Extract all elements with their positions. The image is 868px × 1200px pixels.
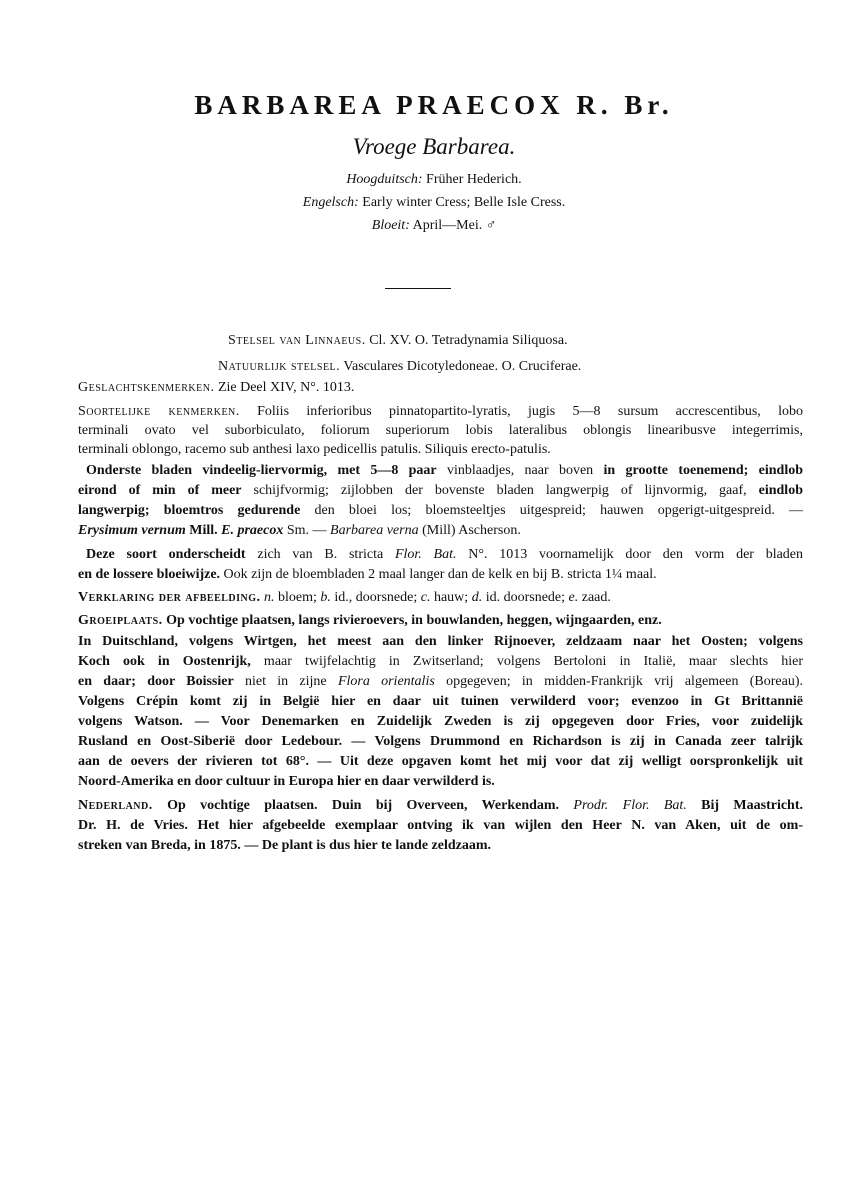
text-line: Noord-Amerika en door cultuur in Europa hier en daar verwilderd is. (78, 774, 495, 789)
figure-desc: bloem; (274, 590, 317, 605)
text-line (78, 566, 657, 584)
text-line (78, 653, 803, 671)
page-title: BARBAREA PRAECOX R. Br. (194, 90, 674, 120)
text-normal: maar twijfelachtig in Zwitserland; volgens Bertoloni in Italië, maar slechts hier (250, 654, 804, 669)
text-normal: den bloei los; bloemsteeltjes uitgespreid; hauwen opgerigt-uitgespreid. — (300, 503, 804, 518)
german-value: Früher Hederich. (426, 172, 522, 187)
figure-letter: n. (260, 590, 275, 605)
natural-system-line (218, 358, 581, 376)
habitat-key: Groeiplaats. (78, 613, 163, 628)
natural-system-key: Natuurlijk stelsel. (218, 359, 341, 374)
linnaeus-key: Stelsel van Linnaeus. (228, 333, 366, 348)
figure-desc: id. doorsnede; (482, 590, 566, 605)
text-line: In Duitschland, volgens Wirtgen, het meest aan den linker Rijnoever, zeldzaam naar het Oosten; volgens (78, 634, 803, 649)
text-italic: Prodr. Flor. Bat. (559, 798, 687, 813)
text-bold: en daar; door Boissier (78, 674, 234, 689)
text-bold: Bij Maastricht. (686, 798, 803, 813)
text-line (86, 462, 803, 480)
text-italic: Flor. Bat. (383, 547, 457, 562)
figure-desc: id., doorsnede; (330, 590, 418, 605)
text-normal: Ook zijn de bloembladen 2 maal langer dan de kelk en bij B. stricta 1¼ maal. (220, 567, 657, 582)
german-key: Hoogduitsch: (346, 172, 423, 187)
synonym-name: Erysimum vernum (78, 523, 186, 538)
species-characters-key: Soortelijke kenmerken. (78, 404, 240, 419)
text-line: streken van Breda, in 1875. — De plant is dus hier te lande zeldzaam. (78, 838, 492, 853)
synonym-author: Mill. (185, 523, 218, 538)
text-line (78, 673, 803, 691)
linnaeus-line (228, 332, 568, 350)
figure-letter: e. (565, 590, 579, 605)
genus-characters-key: Geslachtskenmerken. (78, 380, 215, 395)
text-bold: Op vochtige plaatsen. Duin bij Overveen, Werkendam. (152, 798, 560, 813)
text-bold: Onderste bladen vindeelig-liervormig, met 5—8 paar (86, 463, 437, 478)
figure-explanation-line (78, 589, 611, 607)
netherlands-key: Nederland. (78, 798, 153, 813)
synonyms-line (78, 522, 521, 540)
text-normal: vinblaadjes, naar boven (436, 463, 594, 478)
figure-letter: c. (417, 590, 431, 605)
netherlands-line (78, 797, 803, 815)
figure-letter: b. (316, 590, 331, 605)
text-line: Rusland en Oost-Siberië door Ledebour. — Volgens Drummond en Richardson is zij in Canada zeer talrijk (78, 734, 803, 749)
text-line: aan de oevers der rivieren tot 68°. — Uit deze opgaven komt het mij voor dat zij welligt oorspronkelijk uit (78, 754, 803, 769)
text-normal: N°. 1013 voornamelijk door den vorm der bladen (456, 547, 804, 562)
synonym-author: Sm. — (283, 523, 327, 538)
english-value: Early winter Cress; Belle Isle Cress. (362, 195, 566, 210)
text-normal: opgegeven; in midden-Frankrijk vrij algemeen (Boreau). (434, 674, 804, 689)
synonym-author: (Mill) Ascherson. (418, 523, 521, 538)
synonym-name: Barbarea verna (326, 523, 419, 538)
habitat-text: Op vochtige plaatsen, langs rivieroevers, in bouwlanden, heggen, wijngaarden, enz. (162, 613, 662, 628)
text-line: Dr. H. de Vries. Het hier afgebeelde exemplaar ontving ik van wijlen den Heer N. van Aken, uit de om- (78, 818, 803, 833)
text-bold: eirond of min of meer (78, 483, 242, 498)
figure-desc: hauw; (430, 590, 469, 605)
species-characters-text: Foliis inferioribus pinnatopartito-lyratis, jugis 5—8 sursum accrescentibus, lobo (239, 404, 803, 419)
synonym-name: E. praecox (217, 523, 284, 538)
text-bold: langwerpig; bloemtros gedurende (78, 503, 301, 518)
text-line: terminali oblongo, racemo sub anthesi laxo pedicellis patulis. Siliquis erecto-patulis. (78, 442, 551, 457)
page-subtitle: Vroege Barbarea. (352, 134, 516, 159)
genus-characters-line (78, 379, 354, 397)
natural-system-value: Vasculares Dicotyledoneae. O. Cruciferae. (340, 359, 582, 374)
text-line: terminali ovato vel suborbiculato, foliorum superiorum lobis lateralibus oblongis linearibusve integerrimis, (78, 423, 803, 438)
text-normal: schijfvormig; zijlobben der bovenste bladen langwerpig of lijnvormig, gaaf, (241, 483, 747, 498)
linnaeus-value: Cl. XV. O. Tetradynamia Siliquosa. (365, 333, 568, 348)
species-characters-line (78, 403, 803, 421)
text-bold: eindlob (746, 483, 803, 498)
bloom-line (0, 218, 868, 234)
bloom-value: April—Mei. ♂ (412, 218, 497, 233)
text-italic: Flora orientalis (326, 674, 435, 689)
text-line (86, 546, 803, 564)
text-line (78, 502, 803, 520)
habitat-line (78, 612, 662, 630)
text-line: volgens Watson. — Voor Denemarken en Zuidelijk Zweden is zij opgegeven door Fries, voor zuidelijk (78, 714, 803, 729)
genus-characters-value: Zie Deel XIV, N°. 1013. (214, 380, 355, 395)
english-key: Engelsch: (302, 195, 359, 210)
bloom-key: Bloeit: (371, 218, 410, 233)
figure-desc: zaad. (578, 590, 611, 605)
text-bold: in grootte toenemend; eindlob (593, 463, 803, 478)
text-normal: niet in zijne (233, 674, 327, 689)
text-line (78, 482, 803, 500)
text-bold: en de lossere bloeiwijze. (78, 567, 221, 582)
figure-letter: d. (468, 590, 483, 605)
separator-rule (385, 288, 451, 289)
text-bold: Deze soort onderscheidt (86, 547, 246, 562)
text-line: Volgens Crépin komt zij in België hier en daar uit tuinen verwilderd voor; evenzoo in Gt Brittannië (78, 694, 803, 709)
german-name-line (0, 172, 868, 188)
text-normal: zich van B. stricta (245, 547, 384, 562)
english-name-line (0, 195, 868, 211)
text-bold: Koch ook in Oostenrijk, (78, 654, 251, 669)
figure-explanation-key: Verklaring der afbeelding. (78, 590, 261, 605)
